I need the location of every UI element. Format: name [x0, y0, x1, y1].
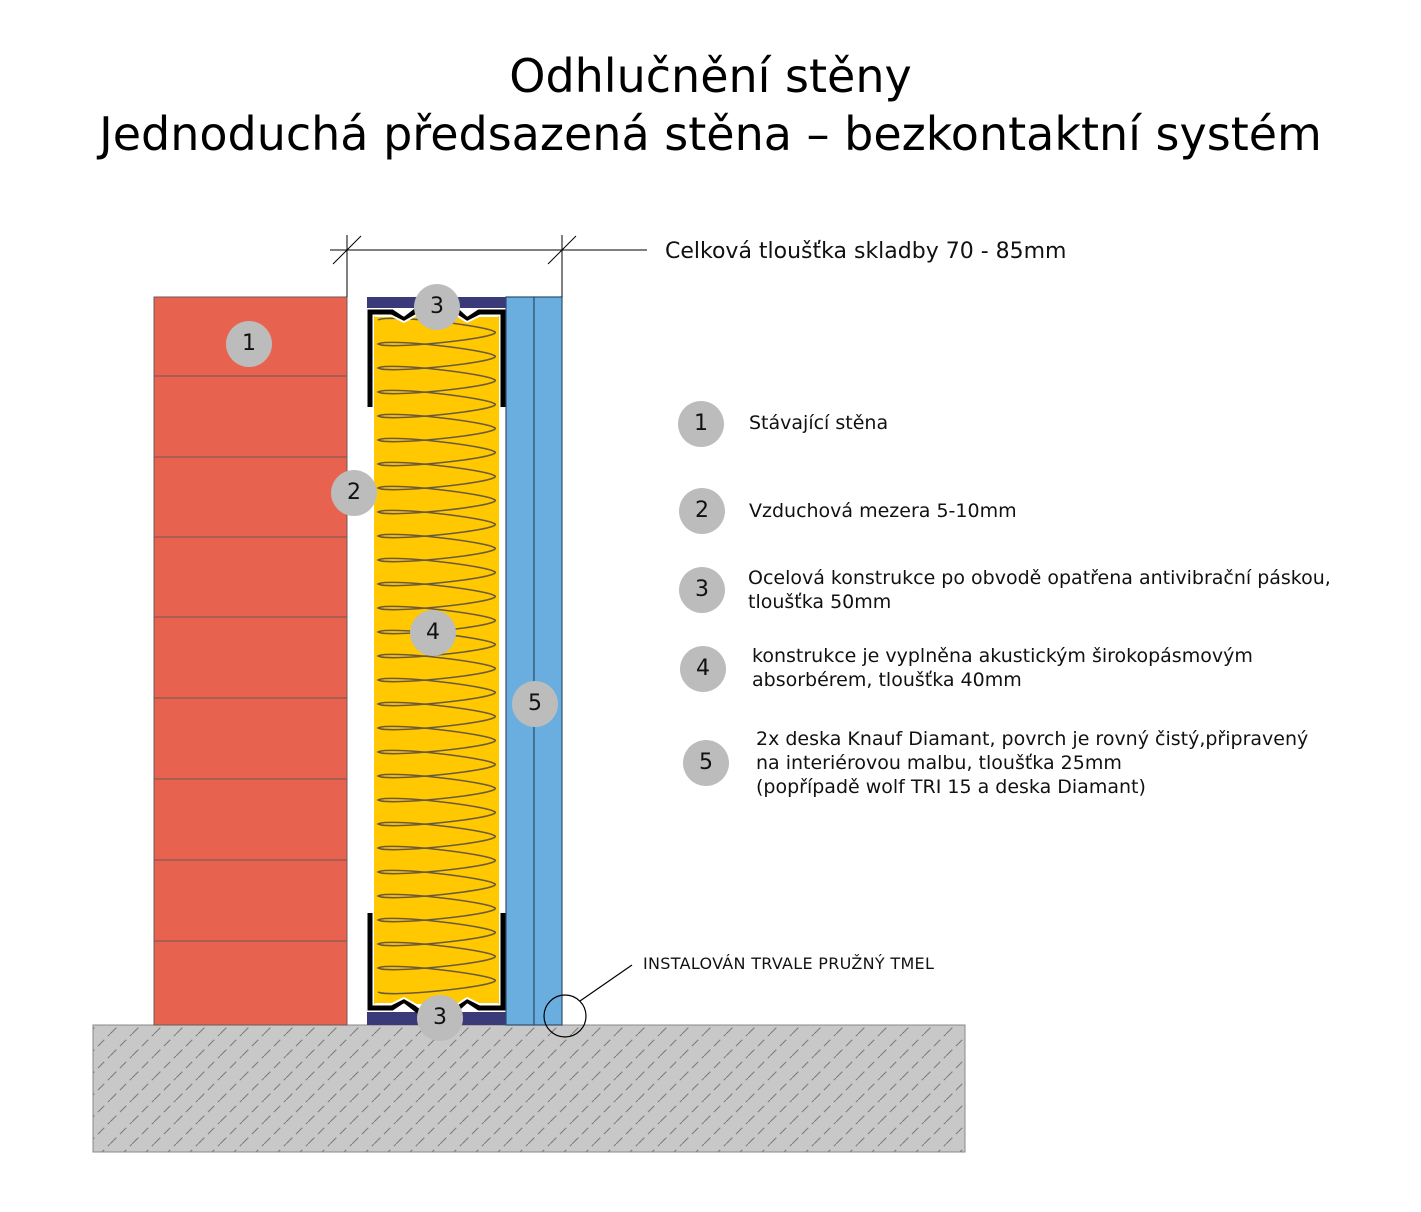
existing-brick-wall — [154, 297, 347, 1025]
marker-1: 1 — [226, 321, 272, 367]
legend-text-3-line-1: Ocelová konstrukce po obvodě opatřena antivibrační páskou, — [748, 567, 1331, 589]
title-line-1: Odhlučnění stěny — [509, 49, 912, 103]
legend-text-1-line-1: Stávající stěna — [749, 412, 889, 434]
knauf-diamant-boards — [506, 297, 562, 1025]
sealant-note: INSTALOVÁN TRVALE PRUŽNÝ TMEL — [643, 954, 935, 973]
legend-badge-4: 4 — [680, 646, 726, 692]
legend-badge-3: 3 — [679, 567, 725, 613]
marker-3-bottom: 3 — [417, 995, 463, 1041]
marker-2: 2 — [331, 470, 377, 516]
legend-text-5-line-3: (popřípadě wolf TRI 15 a deska Diamant) — [756, 776, 1146, 798]
legend-badge-1: 1 — [678, 401, 724, 447]
legend-text-5-line-2: na interiérovou malbu, tloušťka 25mm — [756, 752, 1122, 774]
thickness-dimension — [330, 235, 647, 297]
acoustic-insulation — [374, 316, 499, 1004]
marker-4: 4 — [410, 610, 456, 656]
legend-text-2-line-1: Vzduchová mezera 5-10mm — [749, 500, 1017, 522]
concrete-floor — [93, 1025, 965, 1152]
title-line-2: Jednoduchá předsazená stěna – bezkontaktní systém — [99, 107, 1322, 161]
legend-text-3-line-2: tloušťka 50mm — [748, 591, 892, 613]
marker-3-top: 3 — [414, 284, 460, 330]
legend-text-5-line-1: 2x deska Knauf Diamant, povrch je rovný čistý,připravený — [756, 728, 1309, 750]
legend-text-4-line-2: absorbérem, tloušťka 40mm — [752, 669, 1022, 691]
legend-badge-2: 2 — [679, 488, 725, 534]
legend-badge-5: 5 — [683, 740, 729, 786]
legend-text-4-line-1: konstrukce je vyplněna akustickým širokopásmovým — [752, 645, 1253, 667]
marker-5: 5 — [512, 681, 558, 727]
dimension-label: Celková tloušťka skladby 70 - 85mm — [665, 239, 1067, 264]
